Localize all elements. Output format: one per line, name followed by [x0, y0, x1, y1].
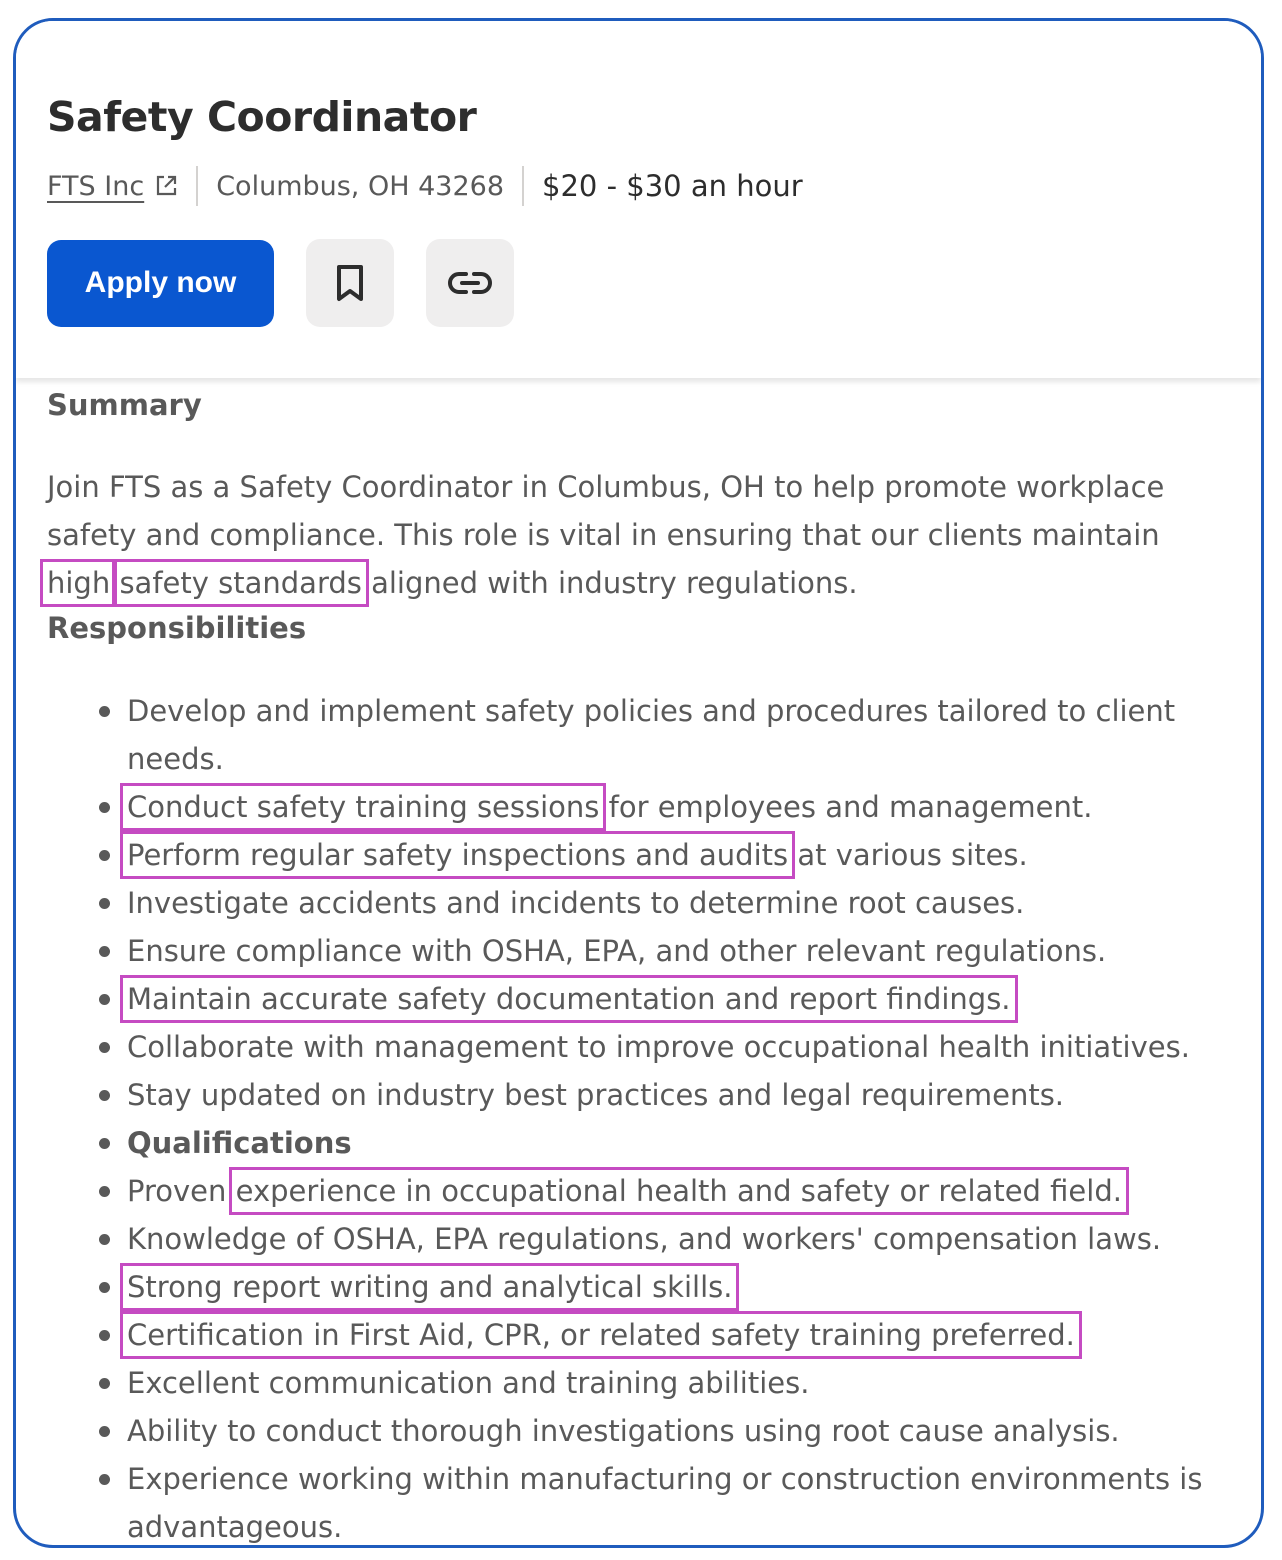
copy-link-button[interactable]: [426, 239, 514, 327]
bookmark-icon: [333, 264, 367, 302]
list-item: Investigate accidents and incidents to determine root causes.: [47, 879, 1242, 927]
list-item: [47, 1263, 1242, 1311]
apply-now-button[interactable]: Apply now: [47, 240, 274, 327]
list-item: Stay updated on industry best practices and legal requirements.: [47, 1071, 1242, 1119]
company-link[interactable]: FTS Inc: [47, 170, 145, 202]
summary-text-part: Join FTS as a Safety Coordinator in Columbus, OH to help promote workplace safety and compliance. This role is vital in ensuring that our clients maintain: [47, 470, 1165, 552]
external-link-icon[interactable]: [154, 174, 178, 198]
highlight: safety standards: [119, 566, 362, 600]
highlight: high: [47, 566, 111, 600]
highlight: Certification in First Aid, CPR, or related safety training preferred.: [127, 1318, 1075, 1352]
job-location: Columbus, OH 43268: [216, 170, 505, 202]
highlight: Maintain accurate safety documentation and report findings.: [127, 982, 1011, 1016]
summary-heading: Summary: [47, 388, 202, 422]
list-item: Ensure compliance with OSHA, EPA, and other relevant regulations.: [47, 927, 1242, 975]
link-icon: [448, 270, 492, 296]
highlight: Perform regular safety inspections and audits: [127, 838, 789, 872]
responsibilities-list: [47, 687, 1242, 1548]
list-item: Proven experience in occupational health and safety or related field.: [47, 1167, 1242, 1215]
list-item: [47, 1311, 1242, 1359]
highlight: Conduct safety training sessions: [127, 790, 600, 824]
summary-text: [47, 463, 1232, 607]
list-item: Knowledge of OSHA, EPA regulations, and workers' compensation laws.: [47, 1215, 1242, 1263]
list-item: Collaborate with management to improve occupational health initiatives.: [47, 1023, 1242, 1071]
action-bar: [47, 239, 514, 327]
list-item: Excellent communication and training abilities.: [47, 1359, 1242, 1407]
job-card: [13, 18, 1264, 1548]
highlight: experience in occupational health and safety or related field.: [235, 1174, 1122, 1208]
responsibilities-heading: Responsibilities: [47, 611, 307, 645]
list-item: [47, 975, 1242, 1023]
job-title: Safety Coordinator: [47, 93, 477, 141]
job-pay: $20 - $30 an hour: [542, 169, 803, 203]
highlight: Strong report writing and analytical skills.: [127, 1270, 733, 1304]
qualifications-heading: Qualifications: [47, 1119, 1242, 1167]
divider: [522, 166, 524, 206]
list-item: Develop and implement safety policies and procedures tailored to client needs.: [47, 687, 1242, 783]
save-job-button[interactable]: [306, 239, 394, 327]
list-item: Experience working within manufacturing or construction environments is advantageous.: [47, 1455, 1242, 1548]
list-item: Conduct safety training sessions for employees and management.: [47, 783, 1242, 831]
job-header: [16, 21, 1261, 378]
list-item: Ability to conduct thorough investigations using root cause analysis.: [47, 1407, 1242, 1455]
job-meta: [47, 166, 803, 206]
summary-text-part: aligned with industry regulations.: [361, 566, 858, 600]
divider: [196, 166, 198, 206]
list-item: Perform regular safety inspections and audits at various sites.: [47, 831, 1242, 879]
